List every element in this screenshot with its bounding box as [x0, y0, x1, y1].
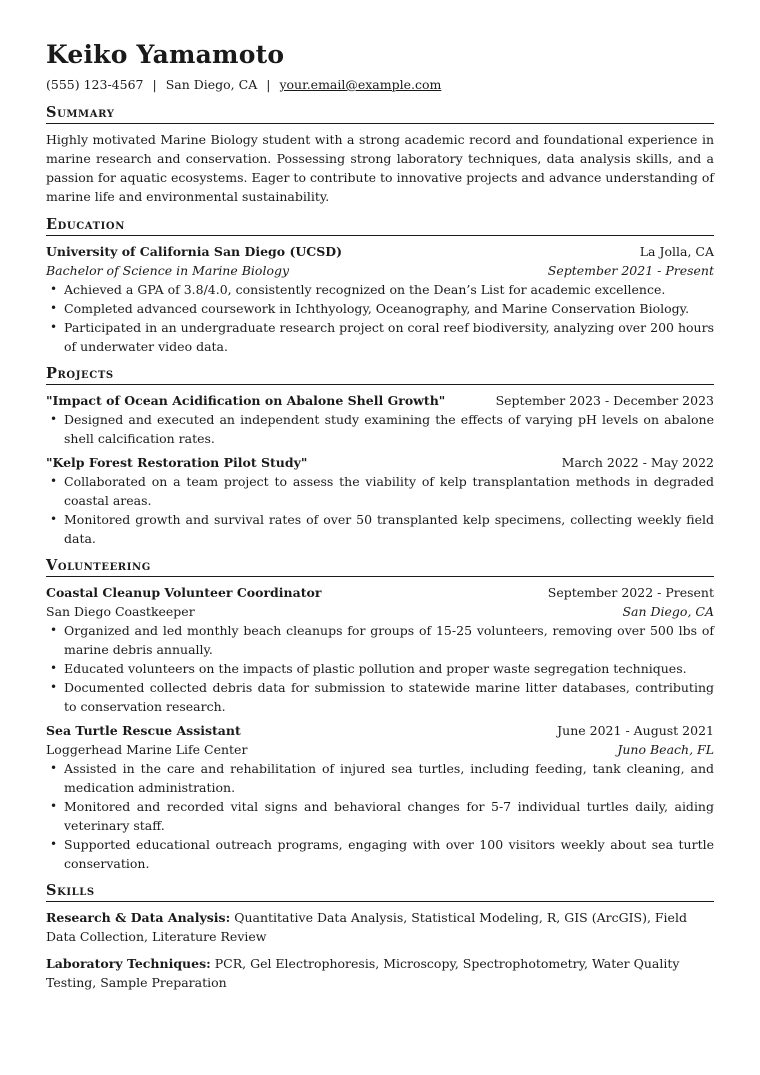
project-bullets	[46, 410, 714, 448]
list-item: • Assisted in the care and rehabilitation of injured sea turtles, including feeding, tank cleaning, and medication administration.	[46, 759, 714, 797]
volunteer-header-row	[46, 721, 714, 740]
project-entry	[46, 453, 714, 548]
contact-line	[46, 76, 714, 94]
location: San Diego, CA	[165, 77, 258, 92]
skill-label: Research & Data Analysis:	[46, 910, 231, 925]
section-title-summary: Summary	[46, 104, 714, 124]
project-dates: September 2023 - December 2023	[495, 393, 714, 408]
volunteer-entry	[46, 583, 714, 716]
volunteer-location: San Diego, CA	[622, 604, 714, 619]
volunteer-role: Sea Turtle Rescue Assistant	[46, 723, 241, 738]
volunteer-location: Juno Beach, FL	[617, 742, 714, 757]
separator: |	[266, 77, 271, 92]
project-entry	[46, 391, 714, 448]
volunteer-org-row	[46, 602, 714, 621]
list-item: • Collaborated on a team project to assess the viability of kelp transplantation methods in degraded coastal areas.	[46, 472, 714, 510]
list-item: • Participated in an undergraduate research project on coral reef biodiversity, analyzing over 200 hours of underwater video data.	[46, 318, 714, 356]
list-item: • Organized and led monthly beach cleanups for groups of 15-25 volunteers, removing over 500 lbs of marine debris annually.	[46, 621, 714, 659]
project-name: "Impact of Ocean Acidification on Abalone Shell Growth"	[46, 393, 446, 408]
section-title-skills: Skills	[46, 882, 714, 902]
project-dates: March 2022 - May 2022	[561, 455, 714, 470]
list-item: • Supported educational outreach programs, engaging with over 100 visitors weekly about sea turtle conservation.	[46, 835, 714, 873]
volunteer-entry	[46, 721, 714, 873]
separator: |	[152, 77, 157, 92]
list-item: • Completed advanced coursework in Ichthyology, Oceanography, and Marine Conservation Biology.	[46, 299, 714, 318]
education-header-row	[46, 242, 714, 261]
list-item: • Achieved a GPA of 3.8/4.0, consistently recognized on the Dean’s List for academic excellence.	[46, 280, 714, 299]
list-item: • Monitored growth and survival rates of over 50 transplanted kelp specimens, collecting weekly field data.	[46, 510, 714, 548]
list-item: • Designed and executed an independent study examining the effects of varying pH levels on abalone shell calcification rates.	[46, 410, 714, 448]
education-bullets	[46, 280, 714, 356]
project-name: "Kelp Forest Restoration Pilot Study"	[46, 455, 308, 470]
list-item: • Educated volunteers on the impacts of plastic pollution and proper waste segregation techniques.	[46, 659, 714, 678]
volunteer-bullets	[46, 621, 714, 716]
volunteer-org: San Diego Coastkeeper	[46, 604, 195, 619]
volunteer-bullets	[46, 759, 714, 873]
degree: Bachelor of Science in Marine Biology	[46, 263, 290, 278]
volunteer-role: Coastal Cleanup Volunteer Coordinator	[46, 585, 322, 600]
project-bullets	[46, 472, 714, 548]
summary-text: Highly motivated Marine Biology student with a strong academic record and foundational experience in marine research and conservation. Possessing strong laboratory techniques, data analysis skills, and a passion for aquatic ecosystems. Eager to contribute to innovative projects and advance understanding of marine life and environmental sustainability.	[46, 132, 714, 204]
degree-row	[46, 261, 714, 280]
skill-text: PCR, Gel Electrophoresis, Microscopy, Spectrophotometry, Water Quality Testing, Sample Preparation	[46, 956, 680, 990]
volunteer-dates: June 2021 - August 2021	[557, 723, 714, 738]
skill-label: Laboratory Techniques:	[46, 956, 211, 971]
section-title-volunteering: Volunteering	[46, 557, 714, 577]
school-location: La Jolla, CA	[639, 244, 714, 259]
section-title-education: Education	[46, 216, 714, 236]
skill-text: Quantitative Data Analysis, Statistical Modeling, R, GIS (ArcGIS), Field Data Collection, Literature Review	[46, 910, 687, 944]
project-header-row	[46, 391, 714, 410]
candidate-name: Keiko Yamamoto	[46, 40, 285, 69]
education-entry	[46, 242, 714, 356]
skill-group	[46, 954, 714, 992]
education-dates: September 2021 - Present	[547, 263, 714, 278]
school-name: University of California San Diego (UCSD)	[46, 244, 342, 259]
volunteer-header-row	[46, 583, 714, 602]
resume-page	[46, 40, 714, 1000]
skill-group	[46, 908, 714, 946]
volunteer-org-row	[46, 740, 714, 759]
volunteer-org: Loggerhead Marine Life Center	[46, 742, 248, 757]
project-header-row	[46, 453, 714, 472]
list-item: • Documented collected debris data for submission to statewide marine litter databases, contributing to conservation research.	[46, 678, 714, 716]
email-link[interactable]: your.email@example.com	[279, 77, 442, 92]
volunteer-dates: September 2022 - Present	[547, 585, 714, 600]
list-item: • Monitored and recorded vital signs and behavioral changes for 5-7 individual turtles daily, aiding veterinary staff.	[46, 797, 714, 835]
section-title-projects: Projects	[46, 365, 714, 385]
phone-number: (555) 123-4567	[46, 77, 144, 92]
